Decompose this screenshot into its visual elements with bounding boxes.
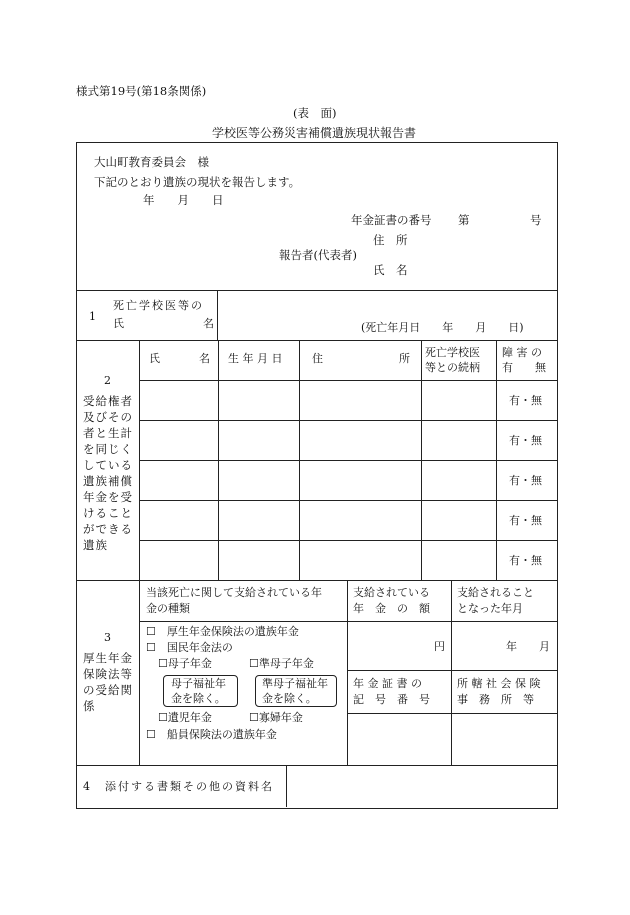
- h-pension-type: 当該死亡に関して支給されている年: [146, 586, 322, 599]
- sec2-label: 受給権者及びその者と生計を同じくしている遺族補償年金を受けることができる遺族: [83, 394, 133, 552]
- h-pension-type-2: 金の種類: [146, 602, 190, 615]
- sec4-label: 4 添付する書類その他の資料名: [83, 780, 274, 793]
- yen-unit: 円: [434, 640, 445, 653]
- divider: [451, 580, 452, 765]
- reporter-label: 報告者(代表者): [279, 248, 357, 262]
- divider: [76, 765, 557, 766]
- divider: [76, 580, 557, 581]
- option-kafu[interactable]: ☐寡婦年金: [249, 711, 303, 724]
- col-relation: 死亡学校医: [425, 346, 480, 359]
- divider: [139, 380, 557, 381]
- divider: [76, 340, 557, 341]
- bracket-text: 金を除く。: [171, 692, 226, 705]
- divider: [347, 580, 348, 765]
- col-name-b: 名: [199, 352, 210, 365]
- option-iji[interactable]: ☐遺児年金: [158, 711, 212, 724]
- h-cert-number: 年 金 証 書 の: [353, 677, 422, 690]
- bracket-text: 金を除く。: [262, 692, 317, 705]
- col-address-a: 住: [312, 352, 323, 365]
- divider: [139, 500, 557, 501]
- divider: [286, 765, 287, 807]
- form-frame: [76, 142, 558, 809]
- addressee: 大山町教育委員会 様: [94, 155, 209, 169]
- option-boshi[interactable]: ☐母子年金: [158, 657, 212, 670]
- sec2-number: 2: [104, 374, 111, 387]
- divider: [139, 540, 557, 541]
- divider: [139, 420, 557, 421]
- intro-text: 下記のとおり遺族の現状を報告します。: [94, 175, 301, 189]
- sec3-number: 3: [104, 631, 111, 644]
- disability-option: 有・無: [509, 434, 542, 447]
- h-amount: 支給されている: [353, 586, 430, 599]
- col-disability: 障 害 の: [502, 346, 542, 359]
- col-birth: 生 年 月 日: [228, 352, 283, 365]
- divider: [139, 580, 140, 765]
- h-office-2: 事 務 所 等: [457, 693, 534, 706]
- option-kosei[interactable]: ☐ 厚生年金保険法の遺族年金: [146, 625, 299, 638]
- pension-go: 号: [530, 213, 542, 227]
- name-label: 氏 名: [373, 263, 408, 277]
- pension-dai: 第: [458, 213, 470, 227]
- address-label: 住 所: [373, 233, 408, 247]
- form-number: 様式第19号(第18条関係): [76, 84, 207, 98]
- col-name-a: 氏: [149, 352, 160, 365]
- sec3-label: 厚生年金保険法等の受給関係: [83, 651, 133, 713]
- h-date-2: となった年月: [457, 602, 523, 615]
- report-date: 年 月 日: [143, 193, 224, 207]
- option-senin[interactable]: ☐ 船員保険法の遺族年金: [146, 728, 277, 741]
- sec1-number: 1: [89, 310, 96, 323]
- disability-option: 有・無: [509, 514, 542, 527]
- option-junboshi[interactable]: ☐準母子年金: [249, 657, 314, 670]
- h-cert-number-2: 記 号 番 号: [353, 693, 430, 706]
- divider: [139, 460, 557, 461]
- page-title: 学校医等公務災害補償遺族現状報告書: [212, 126, 417, 140]
- disability-option: 有・無: [509, 554, 542, 567]
- h-date: 支給されること: [457, 586, 534, 599]
- disability-option: 有・無: [509, 394, 542, 407]
- col-address-b: 所: [399, 352, 410, 365]
- col-disability-2: 有 無: [502, 361, 546, 374]
- sec1-label-mei: 名: [203, 317, 214, 330]
- bracket-text: 準母子福祉年: [262, 677, 328, 690]
- h-office: 所 轄 社 会 保 険: [457, 677, 541, 690]
- side-label: (表 面): [293, 106, 337, 120]
- h-amount-2: 年 金 の 額: [353, 602, 430, 615]
- pension-number-label: 年金証書の番号: [351, 213, 432, 227]
- divider: [76, 290, 557, 291]
- divider: [347, 670, 557, 671]
- bracket-text: 母子福祉年: [171, 677, 226, 690]
- divider: [217, 290, 218, 340]
- divider: [139, 621, 557, 622]
- sec1-label-shi: 氏: [113, 317, 124, 330]
- sec1-label: 死亡学校医等の: [113, 299, 204, 312]
- col-relation-2: 等との続柄: [425, 361, 480, 374]
- death-date: (死亡年月日 年 月 日): [361, 321, 524, 334]
- option-kokumin[interactable]: ☐ 国民年金法の: [146, 641, 233, 654]
- divider: [347, 713, 557, 714]
- disability-option: 有・無: [509, 474, 542, 487]
- year-month: 年 月: [506, 640, 550, 653]
